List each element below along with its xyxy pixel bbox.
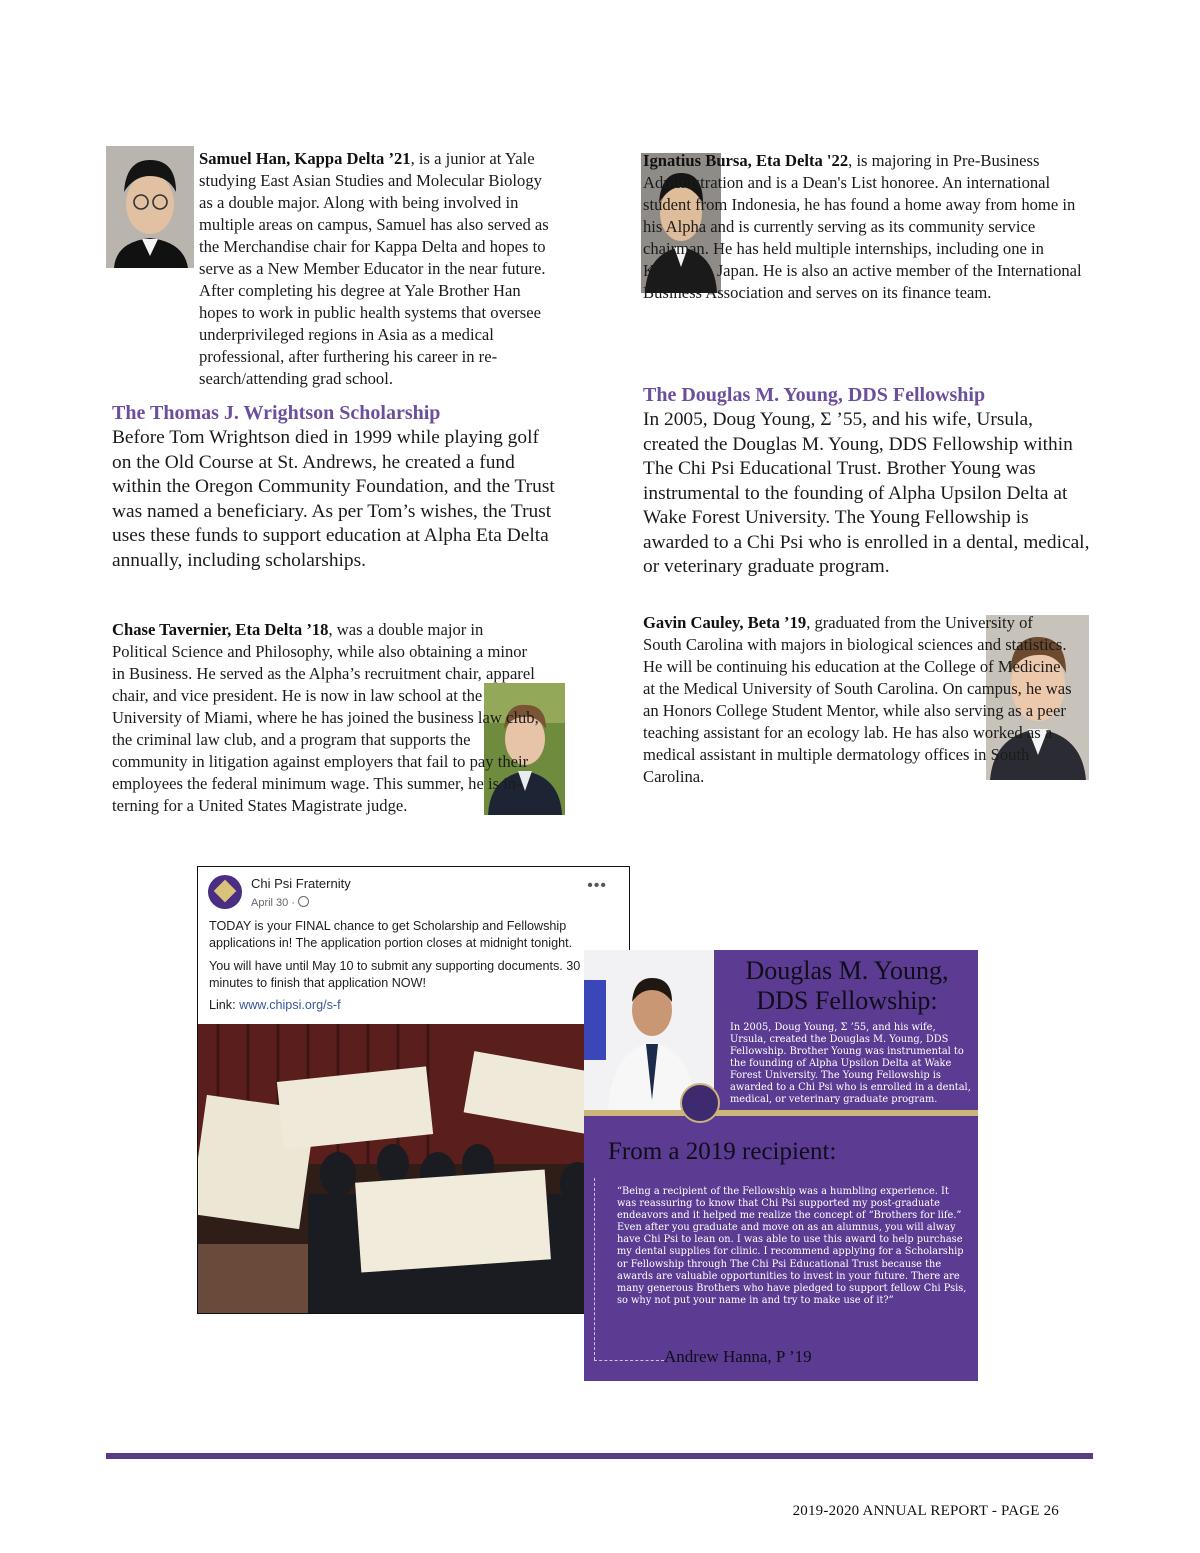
gavin-cauley-name: Gavin Cauley, Beta ’19 [643, 613, 807, 632]
young-fellowship-text: In 2005, Doug Young, Σ ’55, and his wife, Ursula, created the Douglas M. Young, DDS Fellowship within The Chi Psi Educational Trust. Brother Young was instrumental to the founding of Alpha Upsilon Delta at Wake Forest University. The Young Fellowship is awarded to a Chi Psi who is enrolled in a dental, medical, or veterinary graduate program. [643, 409, 1090, 577]
facebook-post [197, 866, 630, 1314]
fb-link[interactable]: www.chipsi.org/s-f [239, 998, 341, 1012]
footer-rule [106, 1453, 1093, 1459]
flyer-quote: “Being a recipient of the Fellowship was a humbling experience. It was reassuring to know that Chi Psi supported my post-graduate endeavors and it helped me realize the concept of “Brothers for life.” Even after you graduate and move on as an alumnus, you will alway have Chi Psi to lean on. I was able to use this award to help purchase my dental supplies for clinic. I recommend applying for a Scholarship or Fellowship through The Chi Psi Educational Trust because the awards are valuable opportunities to invest in your future. There are many generous Brothers who have pledged to support fellow Chi Psis, so why not put your name in and try to make use of it?” [617, 1186, 967, 1306]
fellowship-flyer [584, 950, 978, 1381]
page-footer: 2019-2020 ANNUAL REPORT - PAGE 26 [792, 1503, 1059, 1519]
fb-post-date[interactable] [251, 896, 309, 909]
wrightson-text: Before Tom Wrightson died in 1999 while playing golf on the Old Course at St. Andrews, he created a fund within the Oregon Community Foundation, and the Trust was named a beneficiary. As per Tom’s wishes, the Trust uses these funds to support education at Alpha Eta Delta annually, including scholarships. [112, 427, 555, 571]
chase-tavernier-name: Chase Tavernier, Eta Delta ’18 [112, 620, 329, 639]
chi-psi-avatar[interactable] [208, 875, 242, 909]
fb-page-name[interactable]: Chi Psi Fraternity [251, 876, 351, 891]
flyer-gold-bar [584, 1110, 978, 1116]
ignatius-bursa-bio-text: , is majoring in Pre-Business Administration and is a Dean's List honoree. An international student from Indonesia, he has found a home away from home in his Alpha and is currently serving as its community service chairman. He has held multiple internships, including one in Kawasaki, Japan. He is also an active member of the International Business Association and serves on its finance team. [643, 151, 1082, 302]
samuel-han-bio-text: , is a junior at Yale studying East Asian Studies and Molecular Biology as a double major. Along with being involved in multiple areas on campus, Samuel has also served as the Merchandise chair for Kappa Delta and hopes to serve as a New Member Educator in the near future. After completing his degree at Yale Brother Han hopes to work in public health systems that oversee underprivileged regions in Asia as a medical professional, after furthering his career in research/attending grad school. [199, 149, 549, 388]
flyer-title: Douglas M. Young, DDS Fellowship: [745, 956, 949, 1015]
flyer-signature: Andrew Hanna, P ’19 [664, 1347, 812, 1366]
globe-icon [298, 896, 309, 907]
gavin-cauley-bio [643, 612, 1073, 788]
samuel-han-bio [199, 148, 557, 390]
ignatius-bursa-name: Ignatius Bursa, Eta Delta '22 [643, 151, 849, 170]
fb-post-para2: You will have until May 10 to submit any supporting documents. 30 minutes to finish that application NOW! [209, 959, 581, 990]
chase-tavernier-bio-text: , was a double major in Political Science and Philosophy, while also obtaining a minor in Business. He served as the Alpha’s recruitment chair, apparel chair, and vice president. He is now in law school at the University of Miami, where he has joined the business law club, the criminal law club, and a program that supports the community in litigation against employers that fail to pay their employees the federal minimum wage. This summer, he is interning for a United States Magistrate judge. [112, 620, 539, 815]
more-options-icon[interactable]: ••• [587, 877, 607, 894]
fb-link-label: Link: [209, 998, 240, 1012]
samuel-han-name: Samuel Han, Kappa Delta ’21 [199, 149, 411, 168]
ignatius-bursa-bio [643, 150, 1089, 304]
check-presentation-photo [198, 1024, 629, 1313]
fb-post-para1: TODAY is your FINAL chance to get Scholarship and Fellowship applications in! The application portion closes at midnight tonight. [209, 919, 573, 950]
chi-psi-crest-icon [680, 1083, 720, 1123]
samuel-han-photo [106, 146, 194, 268]
chase-tavernier-bio [112, 619, 542, 817]
wrightson-heading: The Thomas J. Wrightson Scholarship [112, 402, 441, 424]
flyer-body: In 2005, Doug Young, Σ ’55, and his wife, Ursula, created the Douglas M. Young, DDS Fellowship. Brother Young was instrumental to the founding of Alpha Upsilon Delta at Wake Forest University. The Young Fellowship is awarded to a Chi Psi who is enrolled in a dental, medical, or veterinary graduate program. [730, 1022, 971, 1105]
fb-post-link-line [209, 997, 619, 1014]
fb-date-text: April 30 · [251, 897, 296, 909]
young-fellowship-heading: The Douglas M. Young, DDS Fellowship [643, 384, 986, 406]
flyer-quote-border [594, 1178, 596, 1360]
flyer-sign-line [594, 1360, 664, 1361]
gavin-cauley-bio-text: , graduated from the University of South Carolina with majors in biological sciences and statistics. He will be continuing his education at the College of Medicine at the Medical University of South Carolina. On campus, he was an Honors College Student Mentor, while also serving as a peer teaching assistant for an ecology lab. He has also worked as a medical assistant in multiple dermatology offices in South Carolina. [643, 613, 1072, 786]
flyer-subtitle: From a 2019 recipient: [608, 1138, 837, 1165]
